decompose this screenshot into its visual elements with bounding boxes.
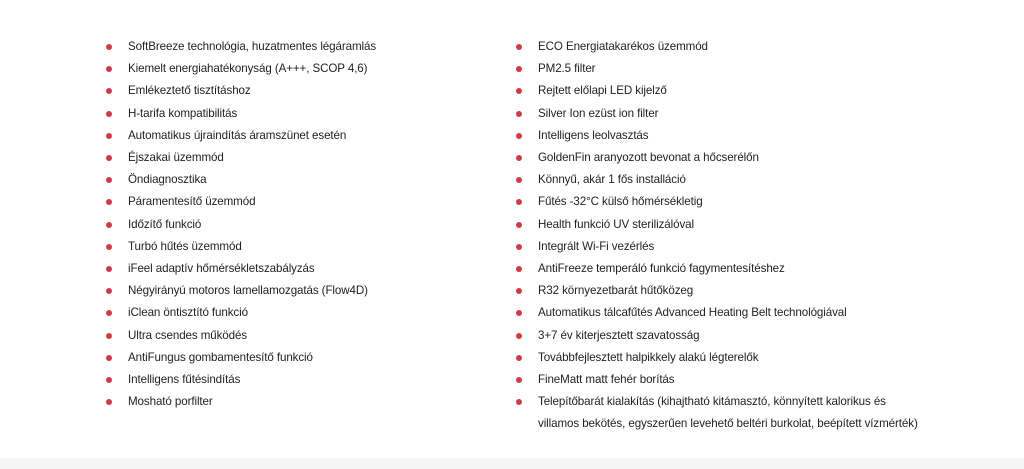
- bullet-icon: [516, 333, 522, 339]
- feature-text: PM2.5 filter: [538, 62, 596, 76]
- feature-text: Automatikus újraindítás áramszünet esetén: [128, 128, 347, 142]
- bullet-icon: [516, 222, 522, 228]
- bullet-icon: [516, 399, 522, 405]
- bullet-icon: [516, 177, 522, 183]
- feature-text: Rejtett előlapi LED kijelző: [538, 84, 667, 98]
- feature-text: Integrált Wi-Fi vezérlés: [538, 239, 655, 253]
- bullet-icon: [106, 155, 112, 161]
- bullet-icon: [106, 288, 112, 294]
- bullet-icon: [106, 377, 112, 383]
- feature-text: Health funkció UV sterilizálóval: [538, 217, 694, 231]
- feature-text: Kiemelt energiahatékonyság (A+++, SCOP 4,6): [128, 62, 368, 76]
- feature-text: Intelligens leolvasztás: [538, 128, 649, 142]
- feature-text: AntiFungus gombamentesítő funkció: [128, 350, 313, 364]
- bullet-icon: [516, 310, 522, 316]
- feature-text: 3+7 év kiterjesztett szavatosság: [538, 328, 700, 342]
- feature-item: [516, 236, 926, 258]
- bullet-icon: [516, 377, 522, 383]
- feature-item: [516, 191, 926, 213]
- feature-item: [516, 325, 926, 347]
- bullet-icon: [106, 199, 112, 205]
- bullet-icon: [516, 66, 522, 72]
- feature-item: [516, 80, 926, 102]
- feature-text: Éjszakai üzemmód: [128, 151, 224, 165]
- feature-text: Könnyű, akár 1 fős installáció: [538, 173, 686, 187]
- bullet-icon: [516, 88, 522, 94]
- feature-item: [106, 169, 496, 191]
- bullet-icon: [516, 133, 522, 139]
- bullet-icon: [106, 399, 112, 405]
- feature-list-right: [516, 36, 926, 436]
- feature-text: Silver Ion ezüst ion filter: [538, 106, 659, 120]
- feature-text: Turbó hűtés üzemmód: [128, 239, 242, 253]
- bullet-icon: [106, 66, 112, 72]
- bullet-icon: [106, 310, 112, 316]
- feature-text: Fűtés -32°C külső hőmérsékletig: [538, 195, 703, 209]
- feature-text: Emlékeztető tisztításhoz: [128, 84, 251, 98]
- feature-text: iClean öntisztító funkció: [128, 306, 248, 320]
- feature-item: [516, 147, 926, 169]
- feature-item: [106, 191, 496, 213]
- feature-text: H-tarifa kompatibilitás: [128, 106, 238, 120]
- feature-text: ECO Energiatakarékos üzemmód: [538, 40, 708, 53]
- feature-text: Ultra csendes működés: [128, 328, 248, 342]
- feature-text: Intelligens fűtésindítás: [128, 373, 241, 387]
- feature-item: [516, 347, 926, 369]
- feature-item: [106, 391, 496, 413]
- bullet-icon: [106, 355, 112, 361]
- feature-item: [516, 391, 928, 435]
- footer-band: [0, 458, 1024, 469]
- feature-item: [516, 214, 926, 236]
- bullet-icon: [106, 333, 112, 339]
- feature-text: Öndiagnosztika: [128, 173, 207, 187]
- feature-item: [106, 36, 496, 58]
- feature-item: [106, 214, 496, 236]
- feature-item: [106, 58, 496, 80]
- bullet-icon: [516, 199, 522, 205]
- bullet-icon: [106, 266, 112, 272]
- feature-list-left: [106, 36, 496, 413]
- feature-text: FineMatt matt fehér borítás: [538, 373, 675, 387]
- bullet-icon: [516, 244, 522, 250]
- feature-text: Páramentesítő üzemmód: [128, 195, 256, 209]
- bullet-icon: [516, 155, 522, 161]
- bullet-icon: [106, 244, 112, 250]
- feature-item: [106, 302, 496, 324]
- bullet-icon: [106, 44, 112, 50]
- bullet-icon: [516, 44, 522, 50]
- feature-text: R32 környezetbarát hűtőközeg: [538, 284, 694, 298]
- bullet-icon: [516, 111, 522, 117]
- feature-item: [516, 58, 926, 80]
- feature-item: [516, 125, 926, 147]
- bullet-icon: [106, 111, 112, 117]
- feature-text: SoftBreeze technológia, huzatmentes légáramlás: [128, 40, 377, 53]
- feature-item: [516, 302, 926, 324]
- bullet-icon: [106, 88, 112, 94]
- feature-item: [106, 325, 496, 347]
- bullet-icon: [516, 288, 522, 294]
- feature-item: [106, 369, 496, 391]
- feature-item: [516, 169, 926, 191]
- bullet-icon: [516, 355, 522, 361]
- feature-item: [516, 280, 926, 302]
- feature-text: Mosható porfilter: [128, 395, 213, 409]
- bullet-icon: [106, 222, 112, 228]
- bullet-icon: [106, 133, 112, 139]
- feature-text: GoldenFin aranyozott bevonat a hőcserélőn: [538, 151, 759, 165]
- feature-item: [106, 80, 496, 102]
- feature-item: [516, 369, 926, 391]
- feature-item: [516, 258, 926, 280]
- feature-item: [106, 125, 496, 147]
- feature-text: Továbbfejlesztett halpikkely alakú légterelők: [538, 350, 759, 364]
- feature-text: Automatikus tálcafűtés Advanced Heating Belt technológiával: [538, 306, 847, 320]
- feature-text: Időzítő funkció: [128, 217, 202, 231]
- feature-text: iFeel adaptív hőmérsékletszabályzás: [128, 262, 315, 276]
- feature-item: [106, 147, 496, 169]
- bullet-icon: [106, 177, 112, 183]
- feature-text: AntiFreeze temperáló funkció fagymentesítéshez: [538, 262, 785, 276]
- bullet-icon: [516, 266, 522, 272]
- feature-item: [106, 258, 496, 280]
- feature-text: Négyirányú motoros lamellamozgatás (Flow4D): [128, 284, 368, 298]
- feature-text: Telepítőbarát kialakítás (kihajtható kitámasztó, könnyített kalorikus és villamos bekötés, egyszerűen levehető beltéri burkolat, beépített vízmérték): [538, 395, 918, 431]
- feature-item: [106, 280, 496, 302]
- feature-item: [106, 236, 496, 258]
- feature-item: [106, 347, 496, 369]
- feature-item: [106, 103, 496, 125]
- feature-item: [516, 103, 926, 125]
- feature-item: [516, 36, 926, 58]
